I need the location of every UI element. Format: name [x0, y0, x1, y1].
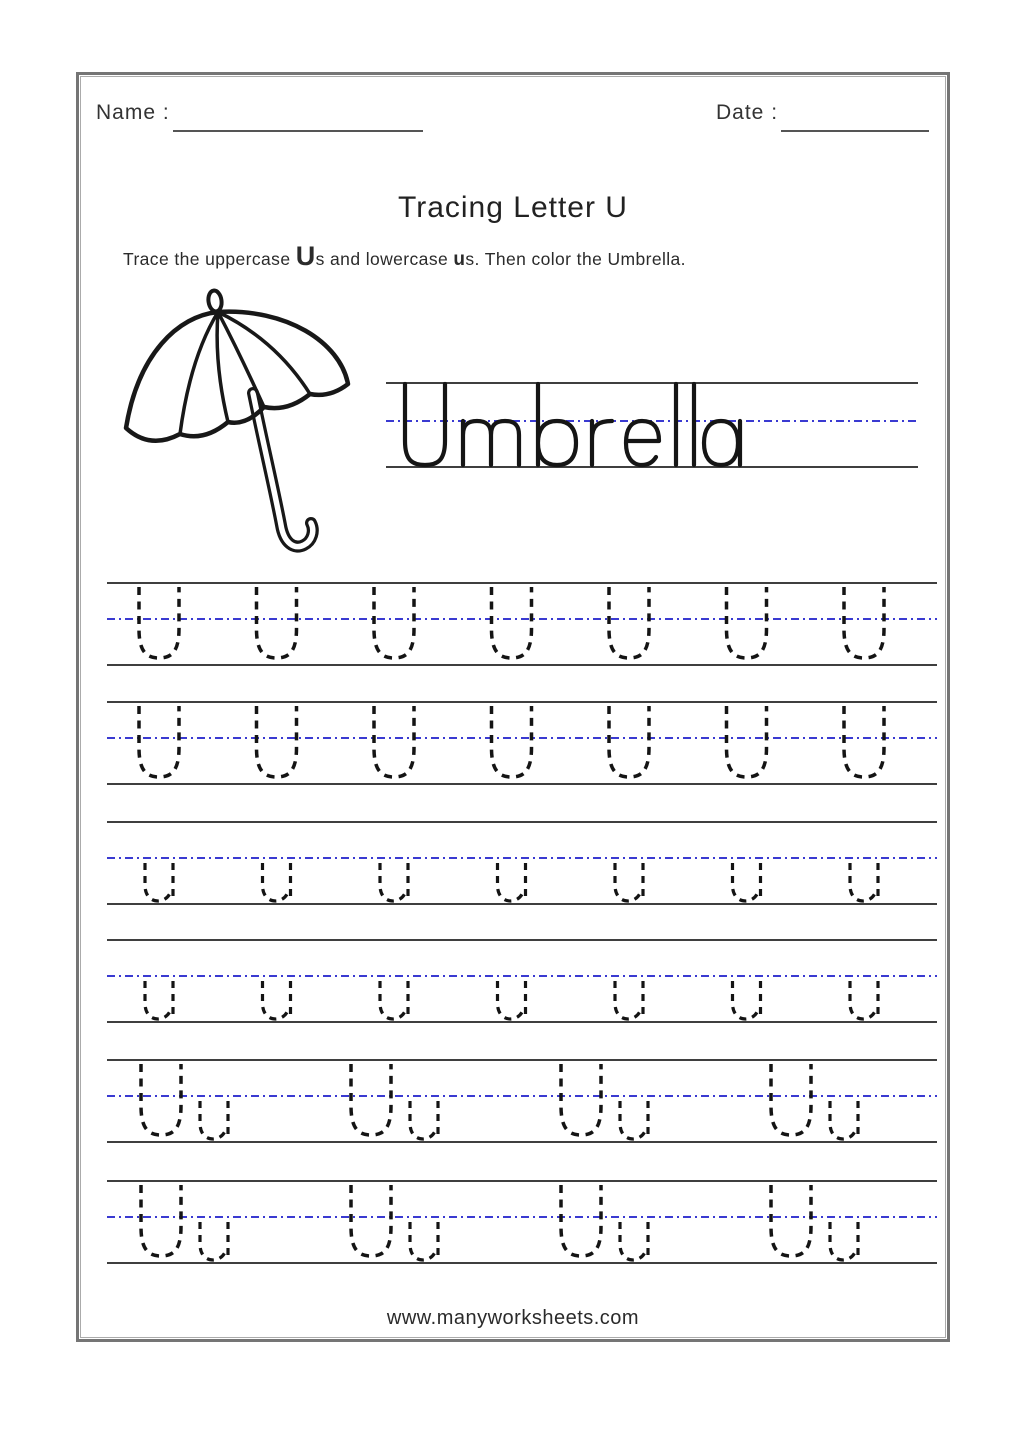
umbrella-canopy	[126, 312, 348, 441]
trace-row-lowercase-1	[107, 820, 937, 906]
umbrella-illustration	[116, 288, 360, 572]
date-write-line	[781, 130, 929, 132]
instruction-uppercase-u: U	[295, 241, 316, 271]
name-label: Name :	[96, 101, 170, 124]
date-label: Date :	[716, 101, 779, 124]
instruction-prefix: Trace the uppercase	[123, 249, 296, 269]
trace-row-uppercase-1	[107, 581, 937, 667]
name-write-line	[173, 130, 423, 132]
instruction-suffix: s. Then color the Umbrella.	[465, 249, 686, 269]
footer-url: www.manyworksheets.com	[386, 1307, 640, 1329]
trace-word-umbrella	[386, 379, 918, 471]
trace-row-uppercase-2	[107, 700, 937, 786]
trace-row-lowercase-2	[107, 938, 937, 1024]
trace-row-pair-1	[107, 1058, 937, 1144]
instruction-middle: s and lowercase	[315, 249, 454, 269]
umbrella-ribs	[180, 312, 310, 434]
worksheet-title: Tracing Letter U	[398, 191, 628, 224]
trace-row-pair-2	[107, 1179, 937, 1265]
umbrella-top-spike	[207, 290, 223, 313]
instruction-lowercase-u: u	[453, 249, 466, 270]
worksheet-frame	[76, 72, 950, 1342]
instruction-text	[123, 243, 686, 270]
word-letters	[405, 384, 740, 465]
